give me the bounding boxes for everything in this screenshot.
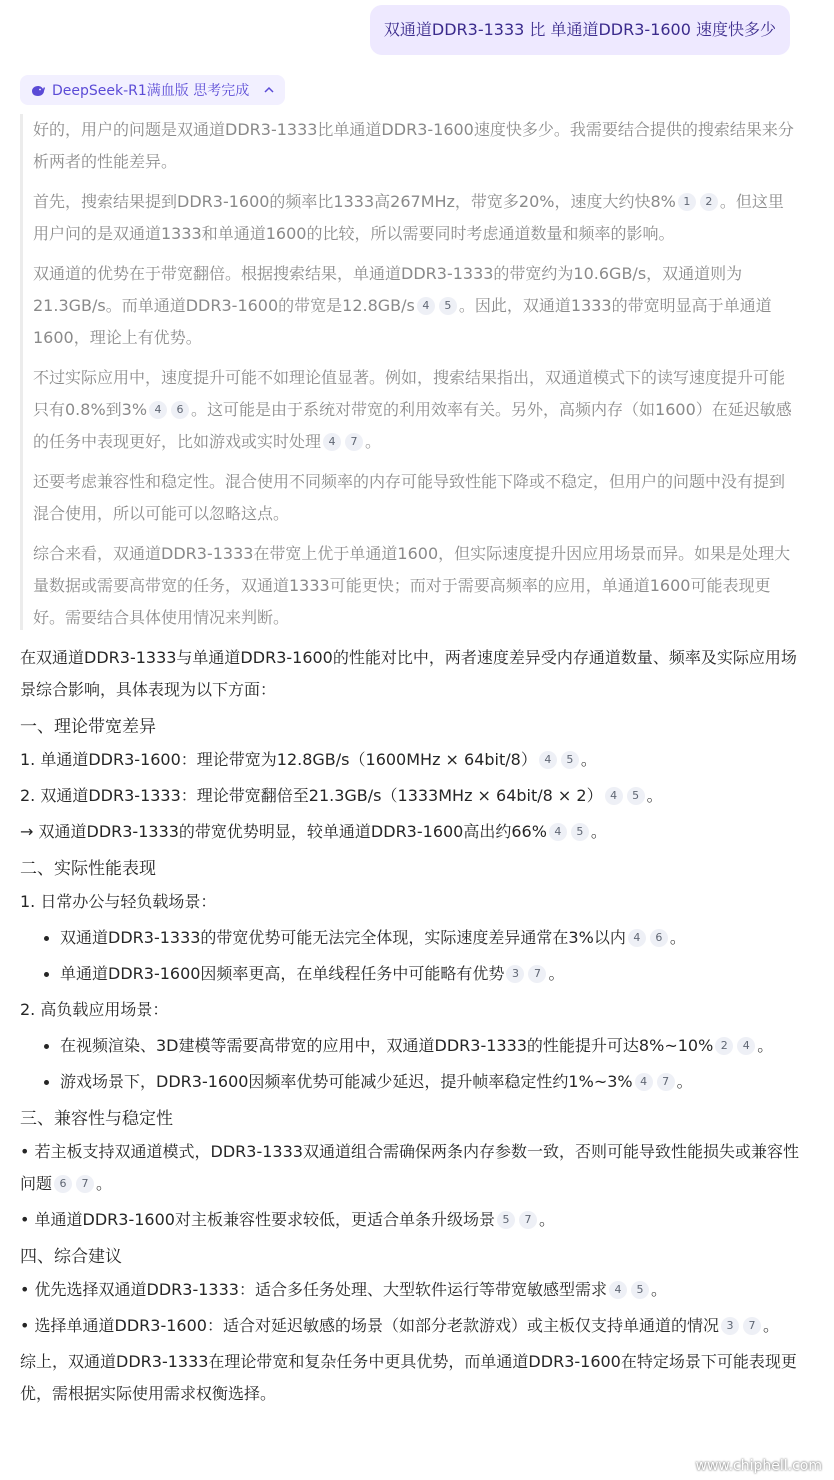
list-item: • 选择单通道DDR3-1600：适合对延迟敏感的场景（如部分老款游戏）或主板仅支持单通道的情况 3 7 。 (20, 1316, 779, 1335)
user-message-bubble (370, 5, 790, 55)
list-item: • 优先选择双通道DDR3-1333：适合多任务处理、大型软件运行等带宽敏感型需求 4 5 。 (20, 1280, 667, 1299)
citation-badge[interactable]: 6 (650, 929, 668, 947)
section-heading: 四、综合建议 (20, 1247, 122, 1267)
citation-badge[interactable]: 7 (657, 1073, 675, 1091)
list-item: 游戏场景下，DDR3-1600因频率优势可能减少延迟，提升帧率稳定性约1%~3% 4 7 。 (20, 1066, 800, 1098)
site-watermark (695, 1380, 828, 1480)
answer-summary: 综上，双通道DDR3-1333在理论带宽和复杂任务中更具优势，而单通道DDR3-1600在特定场景下可能表现更优，需根据实际使用需求权衡选择。 (20, 1352, 797, 1403)
citation-badge[interactable]: 6 (171, 401, 189, 419)
citation-badge[interactable]: 5 (631, 1281, 649, 1299)
citation-badge[interactable]: 3 (506, 965, 524, 983)
section-heading: 三、兼容性与稳定性 (20, 1109, 173, 1129)
citation-badge[interactable]: 4 (323, 433, 341, 451)
citation-badge[interactable]: 4 (149, 401, 167, 419)
citation-badge[interactable]: 7 (345, 433, 363, 451)
citation-badge[interactable]: 4 (737, 1037, 755, 1055)
citation-badge[interactable]: 7 (76, 1175, 94, 1193)
citation-badge[interactable]: 5 (627, 787, 645, 805)
list-item: → 双通道DDR3-1333的带宽优势明显，较单通道DDR3-1600高出约66% 4 5 。 (20, 822, 607, 841)
thinking-paragraph: 双通道的优势在于带宽翻倍。根据搜索结果，单通道DDR3-1333的带宽约为10.6GB/s，双通道则为21.3GB/s。而单通道DDR3-1600的带宽是12.8GB/s 4 5 。因此，双通道1333的带宽明显高于单通道1600，理论上有优势。 (33, 264, 772, 347)
thinking-chip-label: DeepSeek-R1满血版 思考完成 (52, 83, 250, 99)
section-heading: 一、理论带宽差异 (20, 717, 156, 737)
citation-badge[interactable]: 2 (715, 1037, 733, 1055)
list-item: 在视频渲染、3D建模等需要高带宽的应用中，双通道DDR3-1333的性能提升可达8%~10% 2 4 。 (20, 1030, 800, 1062)
citation-badge[interactable]: 4 (605, 787, 623, 805)
list-item: • 单通道DDR3-1600对主板兼容性要求较低，更适合单条升级场景 5 7 。 (20, 1210, 555, 1229)
citation-badge[interactable]: 5 (439, 297, 457, 315)
user-message-text: 双通道DDR3-1333 比 单通道DDR3-1600 速度快多少 (383, 20, 776, 39)
list-item: • 若主板支持双通道模式，DDR3-1333双通道组合需确保两条内存参数一致，否则可能导致性能损失或兼容性问题 6 7 。 (20, 1142, 799, 1193)
citation-badge[interactable]: 5 (571, 823, 589, 841)
list-item: 1. 单通道DDR3-1600：理论带宽为12.8GB/s（1600MHz × 64bit/8） 4 5 。 (20, 750, 597, 769)
citation-badge[interactable]: 4 (628, 929, 646, 947)
answer-intro: 在双通道DDR3-1333与单通道DDR3-1600的性能对比中，两者速度差异受内存通道数量、频率及实际应用场景综合影响，具体表现为以下方面： (20, 648, 797, 699)
list-item: 单通道DDR3-1600因频率更高，在单线程任务中可能略有优势 3 7 。 (20, 958, 800, 990)
citation-badge[interactable]: 3 (721, 1317, 739, 1335)
citation-badge[interactable]: 6 (54, 1175, 72, 1193)
thinking-paragraph: 不过实际应用中，速度提升可能不如理论值显著。例如，搜索结果指出，双通道模式下的读写速度提升可能只有0.8%到3% 4 6 。这可能是由于系统对带宽的利用效率有关。另外，高频内存（如1600）在延迟敏感的任务中表现更好，比如游戏或实时处理 4 7 。 (33, 368, 792, 451)
list-item: 双通道DDR3-1333的带宽优势可能无法完全体现，实际速度差异通常在3%以内 4 6 。 (20, 922, 800, 954)
thinking-paragraph: 还要考虑兼容性和稳定性。混合使用不同频率的内存可能导致性能下降或不稳定，但用户的问题中没有提到混合使用，所以可能可以忽略这点。 (33, 472, 786, 523)
citation-badge[interactable]: 4 (609, 1281, 627, 1299)
bullet-dot (44, 1044, 49, 1049)
citation-badge[interactable]: 7 (743, 1317, 761, 1335)
thinking-toggle-chip[interactable] (20, 75, 285, 105)
list-item: 2. 高负载应用场景： (20, 1000, 169, 1019)
watermark-text: www.chiphell.com (695, 1458, 822, 1474)
citation-badge[interactable]: 4 (549, 823, 567, 841)
list-item: 1. 日常办公与轻负载场景： (20, 892, 217, 911)
citation-badge[interactable]: 5 (497, 1211, 515, 1229)
citation-badge[interactable]: 7 (528, 965, 546, 983)
chevron-up-icon (263, 84, 275, 96)
thinking-paragraph: 综合来看，双通道DDR3-1333在带宽上优于单通道1600，但实际速度提升因应用场景而异。如果是处理大量数据或需要高带宽的任务，双通道1333可能更快；而对于需要高频率的应用，单通道1600可能表现更好。需要结合具体使用情况来判断。 (33, 544, 791, 627)
section-heading: 二、实际性能表现 (20, 859, 156, 879)
bullet-dot (44, 936, 49, 941)
bullet-dot (44, 1080, 49, 1085)
citation-badge[interactable]: 4 (635, 1073, 653, 1091)
citation-badge[interactable]: 4 (417, 297, 435, 315)
list-item: 2. 双通道DDR3-1333：理论带宽翻倍至21.3GB/s（1333MHz × 64bit/8 × 2） 4 5 。 (20, 786, 663, 805)
bullet-dot (44, 972, 49, 977)
citation-badge[interactable]: 2 (700, 193, 718, 211)
whale-icon (30, 82, 46, 98)
citation-badge[interactable]: 5 (561, 751, 579, 769)
citation-badge[interactable]: 4 (539, 751, 557, 769)
thinking-paragraph: 好的，用户的问题是双通道DDR3-1333比单通道DDR3-1600速度快多少。我需要结合提供的搜索结果来分析两者的性能差异。 (33, 120, 794, 171)
thinking-paragraph: 首先，搜索结果提到DDR3-1600的频率比1333高267MHz，带宽多20%，速度大约快8% 1 2 。但这里用户问的是双通道1333和单通道1600的比较，所以需要同时考虑通道数量和频率的影响。 (33, 192, 784, 243)
citation-badge[interactable]: 7 (519, 1211, 537, 1229)
citation-badge[interactable]: 1 (678, 193, 696, 211)
thinking-content (20, 114, 798, 630)
answer-content (20, 642, 800, 1414)
